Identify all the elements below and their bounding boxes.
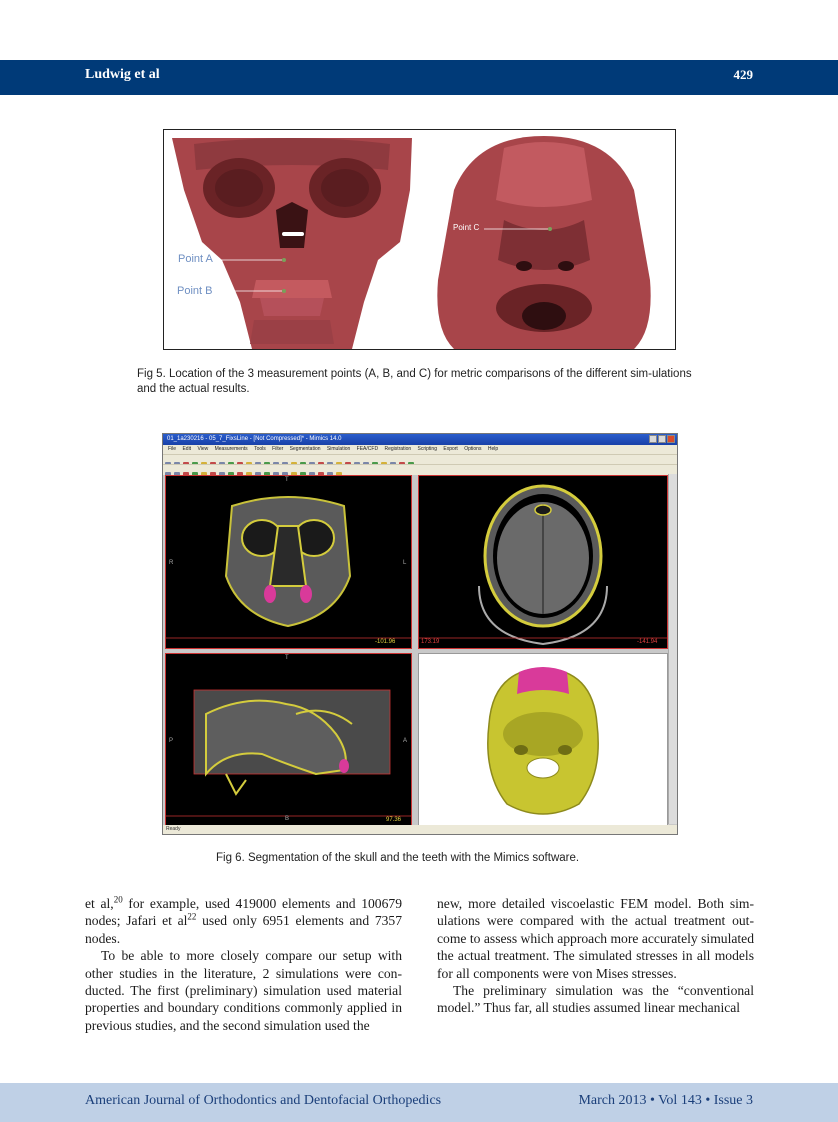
menu-scripting: Scripting — [417, 446, 437, 452]
figure-5-skull-views — [163, 129, 676, 350]
menu-tools: Tools — [254, 446, 266, 452]
mimics-toolbar-2 — [163, 464, 677, 475]
point-c-label: Point C — [453, 223, 480, 232]
body-column-left — [85, 895, 402, 1034]
menu-export: Export — [443, 446, 458, 452]
menu-fea-cfd: FEA/CFD — [356, 446, 379, 452]
mimics-window-title: 01_1a230216 - 05_7_FixsLine - [Not Compressed]* - Mimics 14.0 — [167, 436, 342, 442]
minimize-icon — [649, 435, 657, 443]
menu-simulation: Simulation — [326, 446, 351, 452]
sagittal-view — [165, 653, 412, 827]
3d-skull-render — [419, 654, 667, 826]
coronal-left-marker: L — [403, 560, 407, 566]
menu-help: Help — [487, 446, 499, 452]
left-paragraph-1 — [85, 895, 402, 947]
figure-5-illustration — [164, 130, 675, 349]
menu-measurements: Measurements — [214, 446, 248, 452]
axial-view — [418, 475, 668, 649]
sagittal-posterior-marker: P — [169, 738, 174, 744]
left-paragraph-2: To be able to more closely compare our setup with other studies in the literature, 2 simulations were con-ducted. The first (preliminary) simulation used material properties and boundary conditions commonly applied in previous studies, and the second simulation used the — [85, 948, 402, 1033]
issue-info: March 2013 • Vol 143 • Issue 3 — [578, 1093, 753, 1108]
menu-file: File — [168, 446, 177, 452]
sagittal-slice-image — [166, 654, 411, 826]
maximize-icon — [658, 435, 666, 443]
close-icon — [667, 435, 675, 443]
running-footer — [0, 1083, 838, 1122]
journal-name: American Journal of Orthodontics and Dentofacial Orthopedics — [85, 1093, 442, 1108]
page-number: 429 — [733, 67, 753, 82]
mimics-status-bar — [163, 825, 677, 834]
axial-readout-right: -141.94 — [637, 639, 658, 645]
point-a-label: Point A — [178, 253, 213, 265]
figure-6-caption: Fig 6. Segmentation of the skull and the teeth with the Mimics software. — [216, 852, 580, 864]
running-header — [0, 60, 838, 95]
coronal-right-marker: R — [169, 560, 174, 566]
coronal-top-marker: T — [285, 477, 289, 483]
citation-ref-22: 22 — [187, 911, 197, 922]
frontal-skull-render — [172, 138, 412, 349]
axial-slice-image — [419, 476, 667, 648]
point-b-label: Point B — [177, 285, 213, 297]
view-side-toolbar — [668, 474, 678, 824]
status-text: Ready — [166, 826, 181, 832]
menu-edit: Edit — [182, 446, 192, 452]
menu-segmentation: Segmentation — [289, 446, 321, 452]
sagittal-readout: 97.36 — [386, 817, 402, 823]
left-p1-text-c: used only 6951 elements and 7357 nodes. — [85, 913, 403, 946]
coronal-view — [165, 475, 412, 649]
sagittal-bottom-marker: B — [285, 816, 290, 822]
basal-skull-render — [437, 136, 650, 349]
figure-5-caption: Fig 5. Location of the 3 measurement points (A, B, and C) for metric comparisons of the different sim-ulations and the actual results. — [137, 368, 692, 395]
menu-registration: Registration — [384, 446, 412, 452]
body-column-right — [437, 895, 754, 1017]
sagittal-top-marker: T — [285, 655, 289, 661]
right-paragraph-1: new, more detailed viscoelastic FEM model. Both sim-ulations were compared with the actual treatment out-come to assess which approach more accurately simulated the actual treatment. The simulated stresses in all models for all components were von Mises stresses. — [437, 896, 754, 981]
menu-view: View — [197, 446, 209, 452]
menu-options: Options — [464, 446, 482, 452]
left-p1-text-a: et al, — [85, 896, 114, 911]
coronal-slice-image — [166, 476, 411, 648]
citation-ref-20: 20 — [113, 894, 123, 905]
left-p1-text-b: for example, used 419000 elements and 100679 nodes; Jafari et al — [85, 896, 402, 929]
running-header-author: Ludwig et al — [85, 67, 160, 82]
figure-6-mimics-screenshot — [162, 433, 678, 835]
axial-readout-left: 173.19 — [421, 639, 440, 645]
3d-view — [418, 653, 668, 827]
menu-filter: Filter — [272, 446, 284, 452]
sagittal-anterior-marker: A — [403, 738, 408, 744]
right-paragraph-2: The preliminary simulation was the “conventional model.” Thus far, all studies assumed linear mechanical — [437, 983, 754, 1016]
mimics-menu-bar — [163, 445, 677, 454]
mimics-window-titlebar — [163, 434, 677, 445]
coronal-readout: -101.96 — [375, 639, 396, 645]
